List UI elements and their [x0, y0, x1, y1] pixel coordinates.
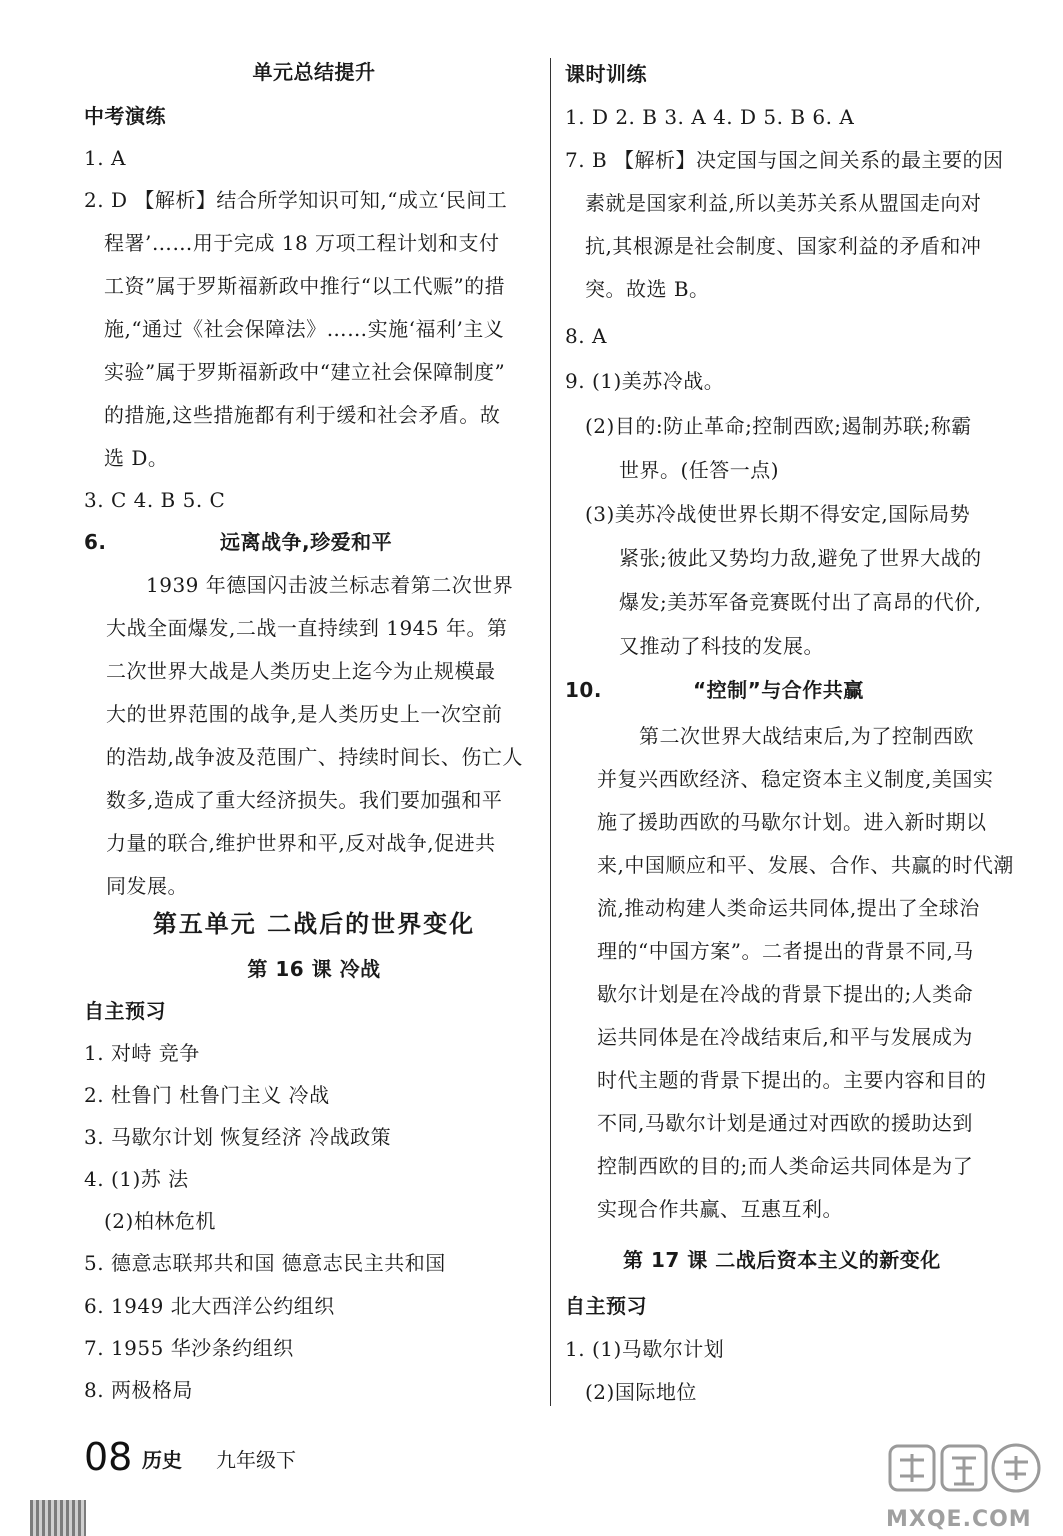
answer-q2-line: 选 D。 — [104, 446, 169, 470]
preview-heading: 自主预习 — [84, 999, 166, 1023]
answer-q2-line: 实验”属于罗斯福新政中“建立社会保障制度” — [104, 360, 506, 384]
answer-q9-line: 9. (1)美苏冷战。 — [565, 369, 725, 393]
q6-essay-line: 的浩劫,战争波及范围广、持续时间长、伤亡人 — [106, 745, 523, 769]
q6-essay-line: 大的世界范围的战争,是人类历史上一次空前 — [106, 702, 503, 726]
q10-essay-line: 第二次世界大战结束后,为了控制西欧 — [639, 724, 974, 748]
answer-q2-line: 程署’……用于完成 18 万项工程计划和支付 — [104, 231, 500, 255]
preview-answer: 5. 德意志联邦共和国 德意志民主共和国 — [84, 1251, 446, 1275]
page-number: 08 — [84, 1435, 133, 1479]
preview-heading-17: 自主预习 — [565, 1294, 647, 1318]
answer-q7-line: 抗,其根源是社会制度、国家利益的矛盾和冲 — [585, 234, 982, 258]
q10-essay-line: 施了援助西欧的马歇尔计划。进入新时期以 — [597, 810, 987, 834]
q10-essay-line: 不同,马歇尔计划是通过对西欧的援助达到 — [597, 1111, 973, 1135]
lesson17-title: 第 17 课 二战后资本主义的新变化 — [623, 1248, 941, 1272]
q10-essay-line: 实现合作共赢、互惠互利。 — [597, 1197, 843, 1221]
answer-q9-line: (2)目的:防止革命;控制西欧;遏制苏联;称霸 — [585, 414, 972, 438]
q6-essay-title: 远离战争,珍爱和平 — [220, 530, 393, 554]
q6-essay-line: 1939 年德国闪击波兰标志着第二次世界 — [146, 573, 514, 597]
answer-q7-line: 素就是国家利益,所以美苏关系从盟国走向对 — [585, 191, 982, 215]
answer-q9-line: (3)美苏冷战使世界长期不得安定,国际局势 — [585, 502, 971, 526]
answer-q2-line: 施,“通过《社会保障法》……实施‘福利’主义 — [104, 317, 505, 341]
answer-q7-line: 突。故选 B。 — [585, 277, 710, 301]
q6-essay-line: 大战全面爆发,二战一直持续到 1945 年。第 — [106, 616, 508, 640]
section-title: 单元总结提升 — [252, 60, 376, 84]
training-answers-1-6: 1. D 2. B 3. A 4. D 5. B 6. A — [565, 105, 855, 129]
footer-grade: 九年级下 — [216, 1448, 296, 1472]
svg-text:MXQE.COM: MXQE.COM — [886, 1507, 1032, 1532]
preview17-answer: 1. (1)马歇尔计划 — [565, 1337, 725, 1361]
preview-answer: 6. 1949 北大西洋公约组织 — [84, 1294, 335, 1318]
q6-number: 6. — [84, 530, 107, 554]
q10-essay-line: 时代主题的背景下提出的。主要内容和目的 — [597, 1068, 987, 1092]
answer-q9-line: 又推动了科技的发展。 — [619, 634, 824, 658]
q10-essay-line: 理的“中国方案”。二者提出的背景不同,马 — [597, 939, 974, 963]
answer-q2-line: 工资”属于罗斯福新政中推行“以工代赈”的措 — [104, 274, 506, 298]
preview-answer: 4. (1)苏 法 — [84, 1167, 189, 1191]
preview-answer: 7. 1955 华沙条约组织 — [84, 1336, 294, 1360]
answer-q8: 8. A — [565, 324, 607, 348]
unit-title: 第五单元 二战后的世界变化 — [152, 910, 476, 938]
q10-number: 10. — [565, 678, 602, 702]
q10-essay-line: 流,推动构建人类命运共同体,提出了全球治 — [597, 896, 980, 920]
q6-essay-line: 力量的联合,维护世界和平,反对战争,促进共 — [106, 831, 496, 855]
q6-essay-line: 二次世界大战是人类历史上迄今为止规模最 — [106, 659, 496, 683]
answer-q2-line: 的措施,这些措施都有利于缓和社会矛盾。故 — [104, 403, 501, 427]
q10-essay-line: 运共同体是在冷战结束后,和平与发展成为 — [597, 1025, 973, 1049]
preview-answer: (2)柏林危机 — [104, 1209, 216, 1233]
answer-q2-line: 2. D 【解析】结合所学知识可知,“成立‘民间工 — [84, 188, 508, 212]
lesson16-title: 第 16 课 冷战 — [247, 957, 381, 981]
answer-q3-5: 3. C 4. B 5. C — [84, 488, 226, 512]
q10-essay-line: 来,中国顺应和平、发展、合作、共赢的时代潮 — [597, 853, 1014, 877]
preview-answer: 8. 两极格局 — [84, 1378, 193, 1402]
answer-q7-line: 7. B 【解析】决定国与国之间关系的最主要的因 — [565, 148, 1004, 172]
answer-q9-line: 世界。(任答一点) — [619, 458, 780, 482]
watermark-logo — [880, 1440, 1050, 1536]
answer-q9-line: 紧张;彼此又势均力敌,避免了世界大战的 — [619, 546, 982, 570]
q6-essay-line: 同发展。 — [106, 874, 188, 898]
zhongkao-heading: 中考演练 — [84, 104, 166, 128]
footer-subject: 历史 — [142, 1448, 182, 1472]
q10-essay-line: 控制西欧的目的;而人类命运共同体是为了 — [597, 1154, 974, 1178]
training-heading: 课时训练 — [565, 62, 647, 86]
q6-essay-line: 数多,造成了重大经济损失。我们要加强和平 — [106, 788, 503, 812]
q10-essay-line: 并复兴西欧经济、稳定资本主义制度,美国实 — [597, 767, 994, 791]
preview-answer: 2. 杜鲁门 杜鲁门主义 冷战 — [84, 1083, 330, 1107]
preview17-answer: (2)国际地位 — [585, 1380, 697, 1404]
answer-q9-line: 爆发;美苏军备竞赛既付出了高昂的代价, — [619, 590, 982, 614]
q10-essay-line: 歇尔计划是在冷战的背景下提出的;人类命 — [597, 982, 974, 1006]
corner-decoration — [30, 1500, 86, 1536]
q10-essay-title: “控制”与合作共赢 — [693, 678, 864, 702]
answer-q1: 1. A — [84, 146, 126, 170]
preview-answer: 1. 对峙 竞争 — [84, 1041, 200, 1065]
column-divider — [550, 58, 551, 1406]
preview-answer: 3. 马歇尔计划 恢复经济 冷战政策 — [84, 1125, 392, 1149]
